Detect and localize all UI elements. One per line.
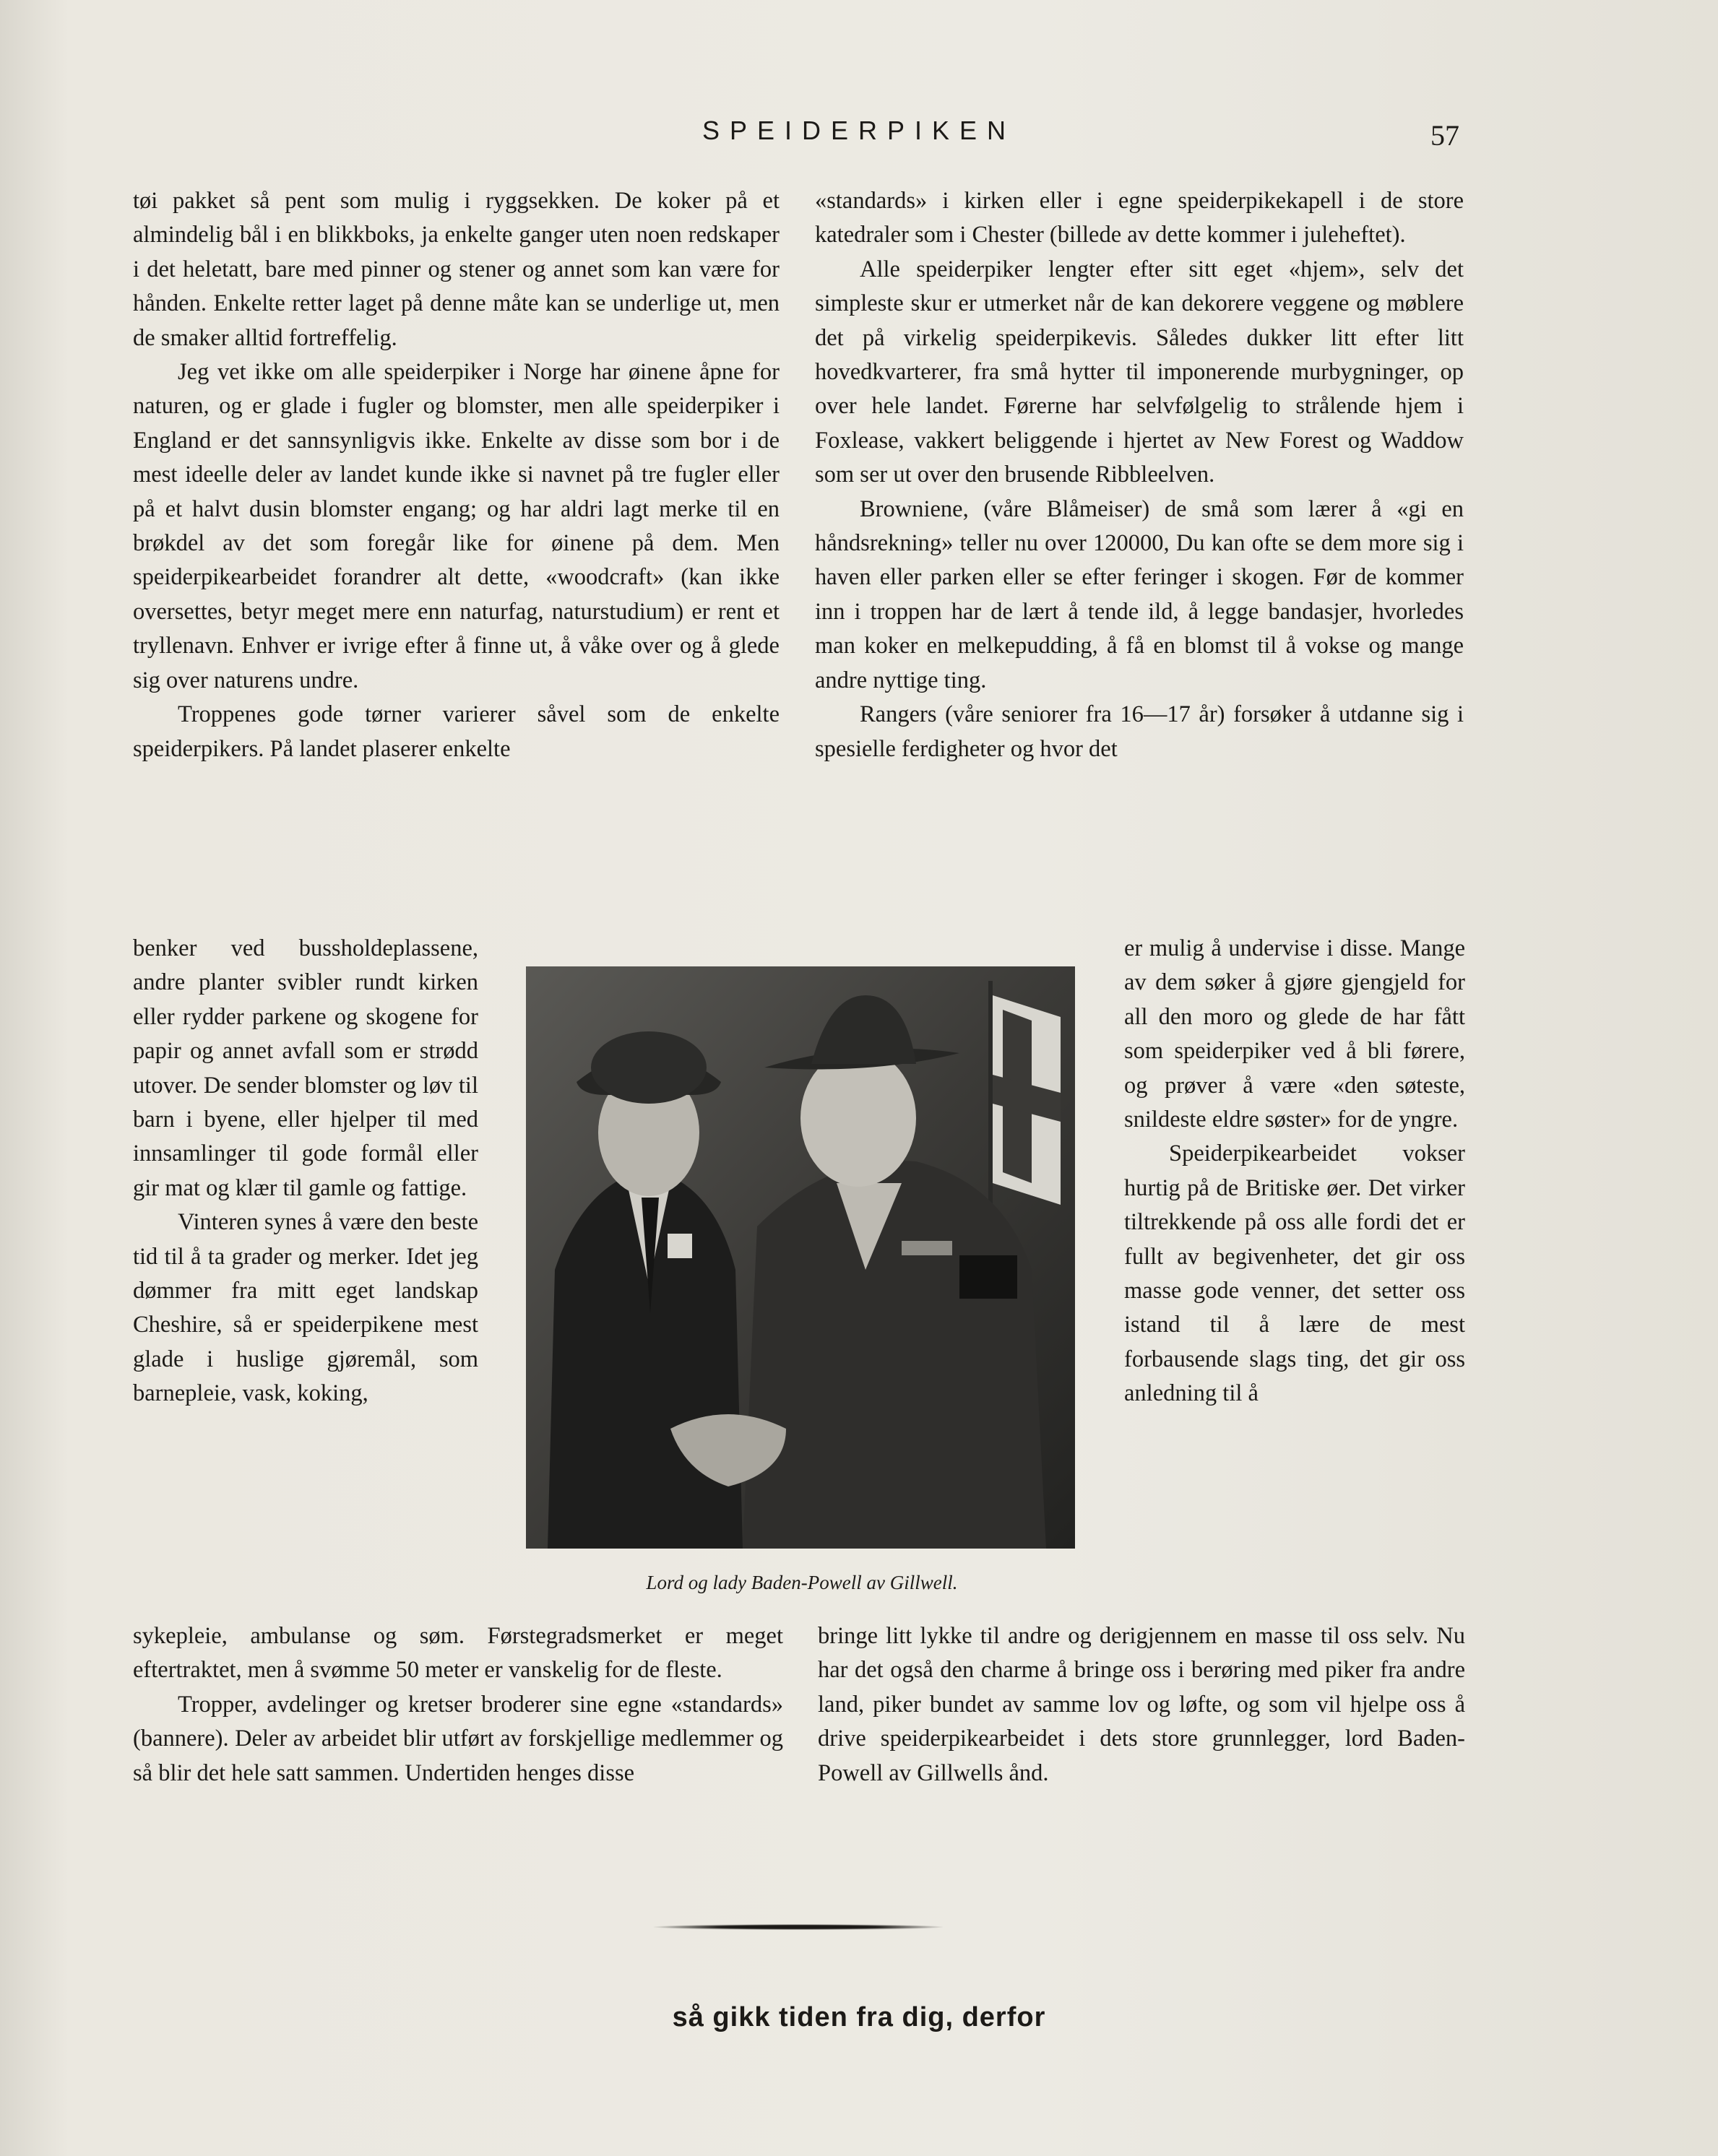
right-column-top: [815, 184, 1464, 766]
left-column-beside-photo: [133, 932, 478, 1411]
paragraph: Speiderpikearbeidet vokser hurtig på de Britiske øer. Det virker tiltrekkende på oss alle fordi det er fullt av begivenheter, det gir oss masse gode venner, det setter oss istand til å lære de mest forbausende slags ting, det gir oss anledning til å: [1124, 1140, 1465, 1407]
paragraph: Jeg vet ikke om alle speiderpiker i Norge har øinene åpne for naturen, og er glade i fugler og blomster, men alle speiderpiker i England er det sannsynligvis ikke. Enkelte av disse som bor i de mest ideelle deler av landet kunde ikke si navnet på tre fugler eller på et halvt dusin blomster engang; og har aldri lagt merke til en brøkdel av det som foregår like for øinene på dem. Men speiderpikearbeidet forandrer alt dette, «woodcraft» (kan ikke oversettes, betyr meget mere enn naturfag, naturstudium) er rent et tryllenavn. Enhver er ivrige efter å finne ut, å våke over og å glede sig over naturens undre.: [133, 359, 780, 693]
baden-powell-photo: [526, 966, 1075, 1549]
left-column-bottom: [133, 1619, 783, 1791]
photo-caption: Lord og lady Baden-Powell av Gillwell.: [646, 1572, 958, 1593]
paragraph: Vinteren synes å være den beste tid til å ta grader og merker. Idet jeg dømmer fra mitt eget landskap Cheshire, så er speiderpikene mest glade i huslige gjøremål, som barnepleie, vask, koking,: [133, 1209, 478, 1407]
paragraph: Troppenes gode tørner varierer såvel som de enkelte speiderpikers. På landet plaserer enkelte: [133, 701, 780, 762]
left-column-top: [133, 184, 780, 766]
paragraph: «standards» i kirken eller i egne speiderpikekapell i de store katedraler som i Chester (billede av dette kommer i juleheftet).: [815, 188, 1464, 248]
paragraph: Alle speiderpiker lengter efter sitt eget «hjem», selv det simpleste skur er utmerket når de kan dekorere veggene og møblere det på virkelig speiderpikevis. Således dukker litt efter litt hovedkvarterer, fra små hytter til imponerende murbygninger, op over hele landet. Førerne har selvfølgelig to strålende hjem i Foxlease, vakkert beliggende i hjertet av New Forest og Waddow som ser ut over den brusende Ribbleelven.: [815, 256, 1464, 488]
right-column-bottom: [818, 1619, 1465, 1791]
page-number: 57: [1430, 119, 1459, 152]
paragraph: Browniene, (våre Blåmeiser) de små som lærer å «gi en håndsrekning» teller nu over 120000, Du kan ofte se dem more sig i haven eller parken eller se efter feringer i skogen. Før de kommer inn i troppen har de lært å tende ild, å legge bandasjer, hvorledes man koker en melkepudding, å få en blomst til å vokse og mange andre nyttige ting.: [815, 495, 1464, 693]
section-divider: [654, 1924, 943, 1930]
right-column-beside-photo: [1124, 932, 1465, 1411]
paragraph: er mulig å undervise i disse. Mange av dem søker å gjøre gjengjeld for all den moro og glede de har fått som speiderpiker ved å bli førere, og prøver å være «den søteste, snildeste eldre søster» for de yngre.: [1124, 935, 1465, 1133]
paragraph: Rangers (våre seniorer fra 16—17 år) forsøker å utdanne sig i spesielle ferdigheter og hvor det: [815, 701, 1464, 762]
continuation-line: så gikk tiden fra dig, derfor: [672, 2002, 1046, 2032]
running-title: SPEIDERPIKEN: [702, 116, 1016, 145]
paragraph: sykepleie, ambulanse og søm. Førstegradsmerket er meget eftertraktet, men å svømme 50 meter er vanskelig for de fleste.: [133, 1623, 783, 1684]
paragraph: tøi pakket så pent som mulig i ryggsekken. De koker på et almindelig bål i en blikkboks, ja enkelte ganger uten noen redskaper i det heletatt, bare med pinner og stener og annet som kan være for hånden. Enkelte retter laget på denne måte kan se underlige ut, men de smaker alltid fortreffelig.: [133, 188, 780, 351]
paragraph: bringe litt lykke til andre og derigjennem en masse til oss selv. Nu har det også den charme å bringe oss i berøring med piker fra andre land, piker bundet av samme lov og løfte, og som vil hjelpe oss å drive speiderpikearbeidet i dets store grunnlegger, lord Baden-Powell av Gillwells ånd.: [818, 1623, 1465, 1786]
paragraph: Tropper, avdelinger og kretser broderer sine egne «standards» (bannere). Deler av arbeidet blir utført av forskjellige medlemmer og så blir det hele satt sammen. Undertiden henges disse: [133, 1691, 783, 1786]
paragraph: benker ved bussholdeplassene, andre planter svibler rundt kirken eller rydder parkene og skogene for papir og annet avfall som er strødd utover. De sender blomster og løv til barn i byene, eller hjelper til med innsamlinger til gode formål eller gir mat og klær til gamle og fattige.: [133, 935, 478, 1201]
photo-illustration: [526, 966, 1075, 1549]
